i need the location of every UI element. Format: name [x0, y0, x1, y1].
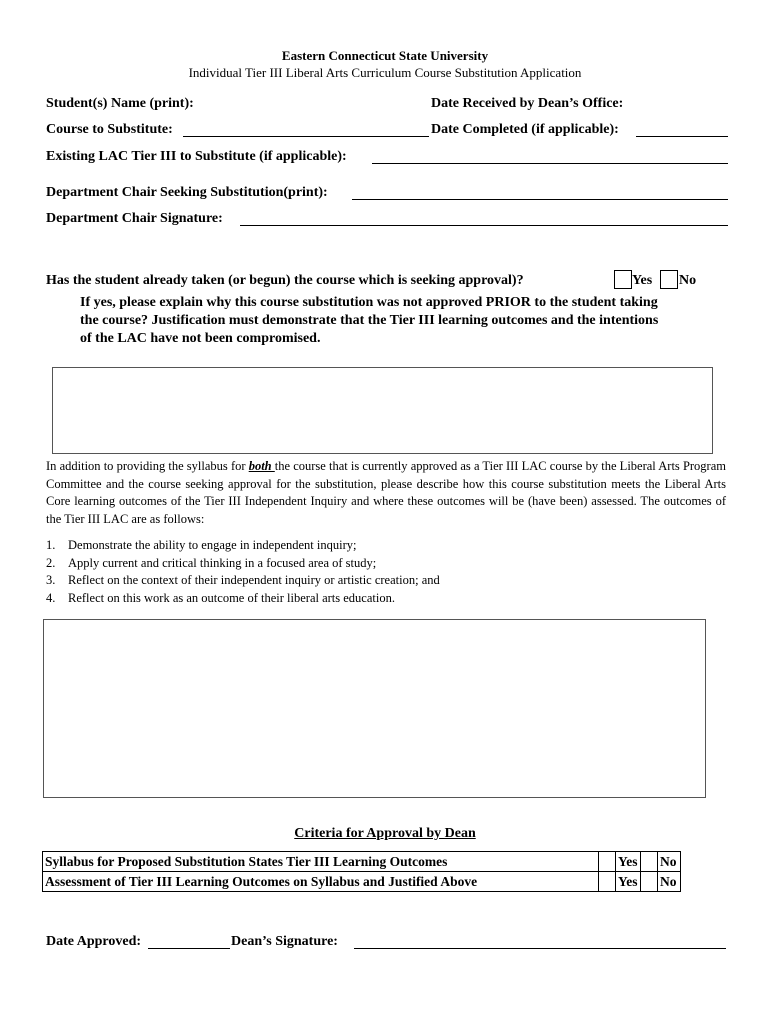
- criteria-1-no-label: No: [658, 852, 681, 872]
- date-approved-field[interactable]: [148, 948, 230, 949]
- instructions-part2: the course that is currently approved as a Tier III LAC course by the Liberal Arts Program Committee and the course seeking approval for the substitution, please describe how this course substitution meets the Liberal Arts Core learning outcomes of the Tier III Independent Inquiry and where these outcomes will be (have been) assessed. The outcomes of the Tier III LAC are as follows:: [46, 459, 726, 526]
- prior-no-checkbox[interactable]: [660, 270, 678, 289]
- criteria-2-yes-checkbox[interactable]: [599, 872, 616, 892]
- date-received-label: Date Received by Dean’s Office:: [431, 96, 624, 111]
- dept-chair-print-field[interactable]: [352, 199, 728, 200]
- prior-yes-checkbox[interactable]: [614, 270, 632, 289]
- table-row: [43, 872, 681, 892]
- prior-no-label: No: [679, 273, 697, 288]
- existing-lac-label: Existing LAC Tier III to Substitute (if applicable):: [46, 149, 347, 164]
- list-item: 2. Apply current and critical thinking in a focused area of study;: [46, 555, 377, 570]
- date-completed-label: Date Completed (if applicable):: [431, 122, 619, 137]
- criteria-1-no-checkbox[interactable]: [641, 852, 658, 872]
- criteria-row-label: Syllabus for Proposed Substitution States Tier III Learning Outcomes: [43, 852, 599, 872]
- course-to-substitute-label: Course to Substitute:: [46, 122, 173, 137]
- criteria-2-no-checkbox[interactable]: [641, 872, 658, 892]
- criteria-title: Criteria for Approval by Dean: [294, 826, 476, 841]
- dean-signature-label: Dean’s Signature:: [231, 934, 338, 949]
- dept-chair-signature-label: Department Chair Signature:: [46, 211, 223, 226]
- form-title: Individual Tier III Liberal Arts Curriculum Course Substitution Application: [188, 65, 582, 80]
- university-name: Eastern Connecticut State University: [281, 48, 489, 63]
- student-name-label: Student(s) Name (print):: [46, 96, 194, 111]
- criteria-1-yes-checkbox[interactable]: [599, 852, 616, 872]
- criteria-2-no-label: No: [658, 872, 681, 892]
- date-approved-label: Date Approved:: [46, 934, 142, 949]
- course-to-substitute-field[interactable]: [183, 136, 429, 137]
- list-item: 3. Reflect on the context of their independent inquiry or artistic creation; and: [46, 573, 440, 587]
- date-completed-field[interactable]: [636, 136, 728, 137]
- prior-yes-label: Yes: [632, 273, 653, 288]
- prior-course-question: Has the student already taken (or begun) the course which is seeking approval)?: [46, 273, 524, 288]
- list-item: 1. Demonstrate the ability to engage in independent inquiry;: [46, 538, 357, 552]
- instructions-paragraph: [46, 458, 726, 528]
- list-item: 4. Reflect on this work as an outcome of their liberal arts education.: [46, 590, 395, 605]
- criteria-2-yes-label: Yes: [616, 872, 641, 892]
- criteria-row-label: Assessment of Tier III Learning Outcomes on Syllabus and Justified Above: [43, 872, 599, 892]
- dept-chair-signature-field[interactable]: [240, 225, 728, 226]
- dept-chair-print-label: Department Chair Seeking Substitution(print):: [46, 185, 328, 200]
- instructions-emphasis: both: [248, 459, 275, 473]
- explain-line-3: of the LAC have not been compromised.: [80, 331, 321, 346]
- explain-line-2: the course? Justification must demonstrate that the Tier III learning outcomes and the intentions: [80, 313, 659, 328]
- criteria-table: [42, 851, 681, 892]
- justification-textbox[interactable]: [52, 367, 713, 454]
- explain-line-1: If yes, please explain why this course substitution was not approved PRIOR to the student taking: [80, 295, 658, 310]
- description-textbox[interactable]: [43, 619, 706, 798]
- dean-signature-field[interactable]: [354, 948, 726, 949]
- criteria-1-yes-label: Yes: [616, 852, 641, 872]
- outcomes-list: [46, 537, 440, 607]
- table-row: [43, 852, 681, 872]
- instructions-part1: In addition to providing the syllabus for: [46, 459, 249, 473]
- existing-lac-field[interactable]: [372, 163, 728, 164]
